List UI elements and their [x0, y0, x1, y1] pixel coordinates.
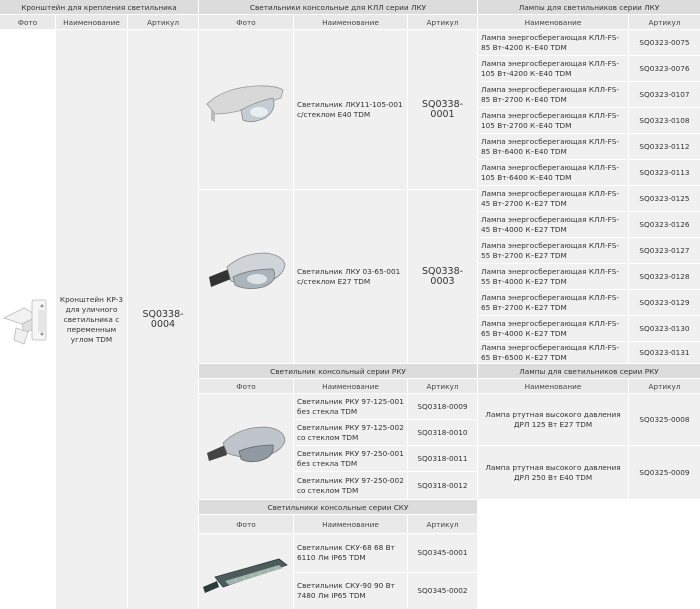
- sku-col-photo: Фото: [199, 515, 293, 533]
- bracket-photo: [0, 30, 55, 609]
- led-street-lamp-photo-icon: [201, 547, 291, 597]
- lamps-lku-item-article: SQ0323-0126: [629, 212, 700, 237]
- rku-photo: [199, 394, 293, 499]
- sku-col-name: Наименование: [294, 515, 407, 533]
- lamps-lku-item-article: SQ0323-0076: [629, 56, 700, 81]
- lamps-rku-col-name: Наименование: [478, 379, 628, 393]
- sku-item-name-1: Светильник СКУ-68 68 Вт 6110 Лм IP65 TDM: [294, 534, 407, 572]
- lamps-lku-item-article: SQ0323-0129: [629, 290, 700, 315]
- lamps-lku-item-article: SQ0323-0127: [629, 238, 700, 263]
- rku-item-article: SQ0318-0010: [408, 420, 477, 445]
- lamps-lku-item-name: Лампа энергосберегающая КЛЛ-FS-105 Вт-6400 К–Е40 TDM: [478, 160, 628, 185]
- rku-col-photo: Фото: [199, 379, 293, 393]
- bracket-section-title: Кронштейн для крепления светильника: [0, 0, 198, 14]
- rku-item-article: SQ0318-0011: [408, 446, 477, 471]
- rku-section-title: Светильник консольный серии РКУ: [199, 364, 477, 378]
- lamps-lku-item-name: Лампа энергосберегающая КЛЛ-FS-55 Вт-2700 К–Е27 TDM: [478, 238, 628, 263]
- lamps-lku-col-name: Наименование: [478, 15, 628, 29]
- bracket-article: SQ0338-0004: [128, 30, 198, 609]
- lamps-lku-col-article: Артикул: [629, 15, 700, 29]
- lamps-lku-item-name: Лампа энергосберегающая КЛЛ-FS-55 Вт-4000 К–Е27 TDM: [478, 264, 628, 289]
- sku-section-title: Светильники консольные серии СКУ: [199, 500, 477, 514]
- lamps-lku-item-article: SQ0323-0075: [629, 30, 700, 55]
- street-lamp-photo-icon: [203, 80, 289, 140]
- lamps-rku-col-article: Артикул: [629, 379, 700, 393]
- rku-item-name: Светильник РКУ 97-125-001 без стекла TDM: [294, 394, 407, 419]
- sku-item-article-2: SQ0345-0002: [408, 573, 477, 609]
- street-lamp-photo-icon: [203, 417, 289, 477]
- lamps-lku-item-name: Лампа энергосберегающая КЛЛ-FS-85 Вт-4200 К–Е40 TDM: [478, 30, 628, 55]
- lamps-lku-item-article: SQ0323-0128: [629, 264, 700, 289]
- bracket-col-photo: Фото: [0, 15, 55, 29]
- rku-item-name: Светильник РКУ 97-125-002 со стеклом TDM: [294, 420, 407, 445]
- lamps-lku-item-name: Лампа энергосберегающая КЛЛ-FS-45 Вт-4000 К–Е27 TDM: [478, 212, 628, 237]
- lamps-lku-item-article: SQ0323-0131: [629, 342, 700, 363]
- rku-item-name: Светильник РКУ 97-250-001 без стекла TDM: [294, 446, 407, 471]
- rku-col-name: Наименование: [294, 379, 407, 393]
- lamps-rku-item-name-1: Лампа ртутная высокого давления ДРЛ 125 Вт Е27 TDM: [478, 394, 628, 445]
- lamps-rku-item-article-2: SQ0325-0009: [629, 446, 700, 499]
- lamps-lku-item-name: Лампа энергосберегающая КЛЛ-FS-105 Вт-4200 К–Е40 TDM: [478, 56, 628, 81]
- lamps-lku-item-name: Лампа энергосберегающая КЛЛ-FS-65 Вт-4000 К–Е27 TDM: [478, 316, 628, 341]
- bracket-name: Кронштейн КР-3 для уличного светильника с переменным углом TDM: [56, 30, 127, 609]
- lku-item-name-1: Светильник ЛКУ11-105-001 с/стеклом Е40 TDM: [294, 30, 407, 189]
- lamps-lku-item-name: Лампа энергосберегающая КЛЛ-FS-105 Вт-2700 К–Е40 TDM: [478, 108, 628, 133]
- lku-section-title: Светильники консольные для КЛЛ серии ЛКУ: [199, 0, 477, 14]
- bracket-col-name: Наименование: [56, 15, 127, 29]
- rku-item-article: SQ0318-0012: [408, 472, 477, 499]
- lku-item-article-2: SQ0338-0003: [408, 190, 477, 363]
- lamps-lku-item-name: Лампа энергосберегающая КЛЛ-FS-85 Вт-6400 К–Е40 TDM: [478, 134, 628, 159]
- bracket-col-article: Артикул: [128, 15, 198, 29]
- sku-item-name-2: Светильник СКУ-90 90 Вт 7480 Лм IP65 TDM: [294, 573, 407, 609]
- lku-item-article-1: SQ0338-0001: [408, 30, 477, 189]
- lamps-lku-item-name: Лампа энергосберегающая КЛЛ-FS-65 Вт-6500 К–Е27 TDM: [478, 342, 628, 363]
- lamps-lku-item-article: SQ0323-0125: [629, 186, 700, 211]
- lamps-lku-item-article: SQ0323-0107: [629, 82, 700, 107]
- lamps-rku-item-article-1: SQ0325-0008: [629, 394, 700, 445]
- rku-col-article: Артикул: [408, 379, 477, 393]
- lku-photo-1: [199, 30, 293, 189]
- lamps-lku-section-title: Лампы для светильников серии ЛКУ: [478, 0, 700, 14]
- lku-item-name-2: Светильник ЛКУ 03-65-001 с/стеклом Е27 TDM: [294, 190, 407, 363]
- lku-photo-2: [199, 190, 293, 363]
- lamps-rku-section-title: Лампы для светильников серии РКУ: [478, 364, 700, 378]
- lku-col-article: Артикул: [408, 15, 477, 29]
- street-lamp-photo-icon: [203, 247, 289, 307]
- lamps-lku-item-article: SQ0323-0130: [629, 316, 700, 341]
- sku-photo: [199, 534, 293, 609]
- lamps-lku-item-name: Лампа энергосберегающая КЛЛ-FS-85 Вт-2700 К–Е40 TDM: [478, 82, 628, 107]
- lku-col-name: Наименование: [294, 15, 407, 29]
- lamps-lku-item-name: Лампа энергосберегающая КЛЛ-FS-45 Вт-2700 К–Е27 TDM: [478, 186, 628, 211]
- bracket-photo-icon: [2, 290, 54, 350]
- lamps-lku-item-article: SQ0323-0112: [629, 134, 700, 159]
- rku-item-article: SQ0318-0009: [408, 394, 477, 419]
- lamps-lku-item-article: SQ0323-0113: [629, 160, 700, 185]
- sku-item-article-1: SQ0345-0001: [408, 534, 477, 572]
- lku-col-photo: Фото: [199, 15, 293, 29]
- lamps-lku-item-article: SQ0323-0108: [629, 108, 700, 133]
- lamps-rku-item-name-2: Лампа ртутная высокого давления ДРЛ 250 Вт Е40 TDM: [478, 446, 628, 499]
- sku-col-article: Артикул: [408, 515, 477, 533]
- lamps-lku-item-name: Лампа энергосберегающая КЛЛ-FS-65 Вт-2700 К–Е27 TDM: [478, 290, 628, 315]
- rku-item-name: Светильник РКУ 97-250-002 со стеклом TDM: [294, 472, 407, 499]
